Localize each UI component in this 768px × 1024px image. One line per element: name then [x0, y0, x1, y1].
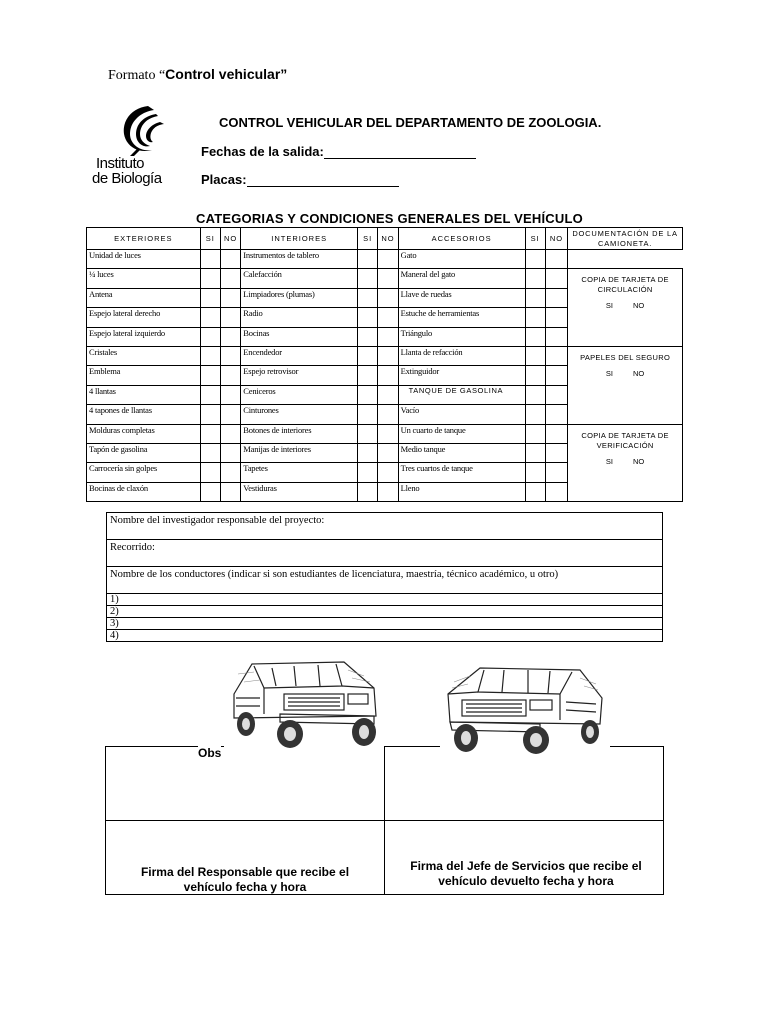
exterior-item: 4 tapones de llantas	[87, 405, 201, 424]
doc-label: COPIA DE TARJETA DE CIRCULACIÓN	[581, 275, 669, 295]
checkbox-no[interactable]	[545, 443, 567, 462]
option-si[interactable]: SI	[605, 368, 613, 378]
header-si: SI	[200, 228, 220, 250]
checkbox-si[interactable]	[200, 288, 220, 307]
option-no[interactable]: NO	[633, 368, 645, 378]
doc-tarjeta-circulacion[interactable]	[568, 269, 683, 347]
divider	[106, 820, 663, 821]
si-no-options[interactable]	[570, 369, 680, 379]
table-row	[107, 567, 663, 594]
checkbox-si[interactable]	[358, 346, 378, 365]
checkbox-si[interactable]	[525, 463, 545, 482]
checkbox-no[interactable]	[545, 269, 567, 288]
checkbox-no[interactable]	[378, 346, 398, 365]
checkbox-no[interactable]	[378, 463, 398, 482]
checkbox-si[interactable]	[200, 443, 220, 462]
checkbox-si[interactable]	[358, 424, 378, 443]
checkbox-si[interactable]	[358, 482, 378, 501]
checkbox-si[interactable]	[358, 288, 378, 307]
checkbox-no[interactable]	[378, 308, 398, 327]
checkbox-si[interactable]	[200, 269, 220, 288]
interior-item: Manijas de interiores	[241, 443, 358, 462]
accesorio-item: Gato	[398, 250, 525, 269]
checkbox-no[interactable]	[221, 366, 241, 385]
checkbox-si[interactable]	[200, 250, 220, 269]
checkbox-si[interactable]	[200, 308, 220, 327]
table-row	[87, 346, 683, 365]
table-row	[107, 594, 663, 606]
checkbox-si[interactable]	[200, 327, 220, 346]
document-heading	[108, 66, 287, 84]
categories-title: CATEGORIAS Y CONDICIONES GENERALES DEL VEHÍCULO	[196, 211, 583, 226]
heading-prefix: Formato “	[108, 68, 166, 83]
doc-papeles-seguro[interactable]	[568, 346, 683, 424]
checkbox-no[interactable]	[545, 385, 567, 404]
checkbox-si[interactable]	[200, 346, 220, 365]
interior-item: Ceniceros	[241, 385, 358, 404]
logo-text	[92, 156, 184, 186]
checkbox-no[interactable]	[545, 327, 567, 346]
checkbox-no[interactable]	[545, 308, 567, 327]
logo-line-2: de Biología	[92, 170, 162, 187]
checkbox-no[interactable]	[221, 346, 241, 365]
option-no[interactable]: NO	[633, 301, 645, 311]
interior-item: Espejo retrovisor	[241, 366, 358, 385]
conductor-line-2[interactable]: 2)	[107, 606, 663, 618]
table-row	[107, 630, 663, 642]
header-no: NO	[221, 228, 241, 250]
conductor-line-3[interactable]: 3)	[107, 618, 663, 630]
interior-item: Vestiduras	[241, 482, 358, 501]
header-interiores: INTERIORES	[241, 228, 358, 250]
checkbox-si[interactable]	[358, 366, 378, 385]
checkbox-si[interactable]	[525, 308, 545, 327]
header-si: SI	[358, 228, 378, 250]
interior-item: Calefacción	[241, 269, 358, 288]
placas-label: Placas:	[201, 172, 247, 187]
checkbox-no[interactable]	[221, 327, 241, 346]
checkbox-si[interactable]	[525, 366, 545, 385]
fechas-underline[interactable]	[324, 145, 476, 159]
accesorio-item: Un cuarto de tanque	[398, 424, 525, 443]
checkbox-si[interactable]	[525, 346, 545, 365]
header-si: SI	[525, 228, 545, 250]
interior-item: Bocinas	[241, 327, 358, 346]
firma-responsable-label: Firma del Responsable que recibe el vehículo fecha y hora	[140, 865, 350, 894]
table-row	[107, 618, 663, 630]
accesorio-item: Lleno	[398, 482, 525, 501]
institute-logo	[92, 104, 184, 192]
checkbox-no[interactable]	[221, 443, 241, 462]
fechas-label: Fechas de la salida:	[201, 144, 324, 159]
spiral-logo-icon	[110, 104, 170, 158]
table-row	[107, 606, 663, 618]
checkbox-si[interactable]	[525, 482, 545, 501]
observaciones-label: Obs	[198, 746, 222, 760]
checkbox-no[interactable]	[221, 424, 241, 443]
interior-item: Instrumentos de tablero	[241, 250, 358, 269]
checkbox-no[interactable]	[378, 405, 398, 424]
checkbox-no[interactable]	[378, 385, 398, 404]
checkbox-si[interactable]	[525, 327, 545, 346]
header-accesorios: ACCESORIOS	[398, 228, 525, 250]
accesorio-item: Llanta de refacción	[398, 346, 525, 365]
exterior-item: Emblema	[87, 366, 201, 385]
checkbox-si[interactable]	[200, 424, 220, 443]
exterior-item: ¼ luces	[87, 269, 201, 288]
interior-item: Encendedor	[241, 346, 358, 365]
recorrido-field[interactable]: Recorrido:	[107, 540, 663, 567]
fechas-field[interactable]	[201, 144, 476, 159]
checkbox-no[interactable]	[221, 288, 241, 307]
checkbox-si[interactable]	[200, 482, 220, 501]
interior-item: Cinturones	[241, 405, 358, 424]
checkbox-no[interactable]	[545, 346, 567, 365]
checkbox-no[interactable]	[378, 443, 398, 462]
checkbox-no[interactable]	[545, 463, 567, 482]
checkbox-si[interactable]	[358, 250, 378, 269]
exterior-item: Espejo lateral derecho	[87, 308, 201, 327]
accesorio-item: Vacío	[398, 405, 525, 424]
si-no-options[interactable]	[570, 457, 680, 467]
option-no[interactable]: NO	[633, 456, 645, 466]
conductor-line-1[interactable]: 1)	[107, 594, 663, 606]
investigador-field[interactable]: Nombre del investigador responsable del proyecto:	[107, 513, 663, 540]
checkbox-no[interactable]	[378, 482, 398, 501]
checkbox-no[interactable]	[545, 405, 567, 424]
interior-item: Tapetes	[241, 463, 358, 482]
checkbox-no[interactable]	[378, 269, 398, 288]
checkbox-no[interactable]	[545, 288, 567, 307]
checkbox-no[interactable]	[545, 482, 567, 501]
doc-label: COPIA DE TARJETA DE VERIFICACIÓN	[581, 430, 669, 450]
vehicle-checklist-table	[86, 227, 683, 502]
conductor-line-4[interactable]: 4)	[107, 630, 663, 642]
exterior-item: Cristales	[87, 346, 201, 365]
checkbox-si[interactable]	[358, 463, 378, 482]
main-title: CONTROL VEHICULAR DEL DEPARTAMENTO DE ZOOLOGIA.	[219, 115, 602, 130]
accesorio-item: Tres cuartos de tanque	[398, 463, 525, 482]
heading-suffix: ”	[280, 66, 288, 82]
table-row	[107, 540, 663, 567]
table-row	[87, 269, 683, 288]
checkbox-si[interactable]	[525, 424, 545, 443]
doc-tarjeta-verificacion[interactable]	[568, 424, 683, 502]
checkbox-si[interactable]	[525, 443, 545, 462]
firma-jefe-label: Firma del Jefe de Servicios que recibe el vehículo devuelto fecha y hora	[410, 859, 642, 888]
checkbox-si[interactable]	[358, 443, 378, 462]
accesorio-item: Llave de ruedas	[398, 288, 525, 307]
checkbox-no[interactable]	[378, 366, 398, 385]
checkbox-no[interactable]	[221, 308, 241, 327]
checkbox-si[interactable]	[358, 308, 378, 327]
placas-underline[interactable]	[247, 173, 399, 187]
si-no-options[interactable]	[570, 301, 680, 311]
checkbox-no[interactable]	[378, 288, 398, 307]
accesorio-item: Extinguidor	[398, 366, 525, 385]
investigator-table	[106, 512, 663, 642]
checkbox-si[interactable]	[525, 250, 545, 269]
truck-front-left-icon	[224, 654, 384, 750]
conductores-label: Nombre de los conductores (indicar si son estudiantes de licenciatura, maestría, técnico académico, u otro)	[107, 567, 663, 594]
heading-title: Control vehicular	[165, 66, 281, 82]
header-no: NO	[545, 228, 567, 250]
interior-item: Botones de interiores	[241, 424, 358, 443]
interior-item: Radio	[241, 308, 358, 327]
logo-line-1: Instituto	[96, 155, 145, 172]
checkbox-si[interactable]	[525, 288, 545, 307]
exterior-item: Tapón de gasolina	[87, 443, 201, 462]
signature-box	[105, 746, 664, 895]
exterior-item: Unidad de luces	[87, 250, 201, 269]
option-si[interactable]: SI	[605, 301, 613, 311]
checkbox-si[interactable]	[358, 385, 378, 404]
table-row	[107, 513, 663, 540]
checkbox-si[interactable]	[525, 405, 545, 424]
checkbox-si[interactable]	[200, 385, 220, 404]
exterior-item: Antena	[87, 288, 201, 307]
checkbox-si[interactable]	[525, 385, 545, 404]
doc-label: PAPELES DEL SEGURO	[580, 352, 671, 362]
accesorio-item: Triángulo	[398, 327, 525, 346]
truck-front-right-icon	[440, 660, 610, 754]
checkbox-si[interactable]	[200, 405, 220, 424]
checkbox-no[interactable]	[221, 463, 241, 482]
checkbox-si[interactable]	[358, 269, 378, 288]
exterior-item: Espejo lateral izquierdo	[87, 327, 201, 346]
exterior-item: 4 llantas	[87, 385, 201, 404]
checkbox-si[interactable]	[358, 405, 378, 424]
exterior-item: Carrocería sin golpes	[87, 463, 201, 482]
accesorio-item: Medio tanque	[398, 443, 525, 462]
checkbox-no[interactable]	[221, 269, 241, 288]
checkbox-no[interactable]	[378, 424, 398, 443]
checkbox-no[interactable]	[378, 250, 398, 269]
tanque-gasolina-heading: TANQUE DE GASOLINA	[398, 385, 525, 404]
checkbox-si[interactable]	[525, 269, 545, 288]
checkbox-si[interactable]	[200, 366, 220, 385]
interior-item: Limpiadores (plumas)	[241, 288, 358, 307]
accesorio-item: Maneral del gato	[398, 269, 525, 288]
checkbox-no[interactable]	[378, 327, 398, 346]
placas-field[interactable]	[201, 172, 399, 187]
exterior-item: Bocinas de claxón	[87, 482, 201, 501]
header-documentacion: DOCUMENTACIÓN DE LA CAMIONETA.	[568, 228, 683, 250]
checkbox-no[interactable]	[545, 366, 567, 385]
checkbox-si[interactable]	[200, 463, 220, 482]
checkbox-no[interactable]	[221, 385, 241, 404]
checkbox-si[interactable]	[358, 327, 378, 346]
table-row	[87, 250, 683, 269]
header-exteriores: EXTERIORES	[87, 228, 201, 250]
accesorio-item: Estuche de herramientas	[398, 308, 525, 327]
checkbox-no[interactable]	[221, 482, 241, 501]
header-no: NO	[378, 228, 398, 250]
exterior-item: Molduras completas	[87, 424, 201, 443]
checkbox-no[interactable]	[221, 250, 241, 269]
table-row	[87, 424, 683, 443]
checkbox-no[interactable]	[221, 405, 241, 424]
checkbox-no[interactable]	[545, 250, 567, 269]
option-si[interactable]: SI	[605, 456, 613, 466]
checkbox-no[interactable]	[545, 424, 567, 443]
